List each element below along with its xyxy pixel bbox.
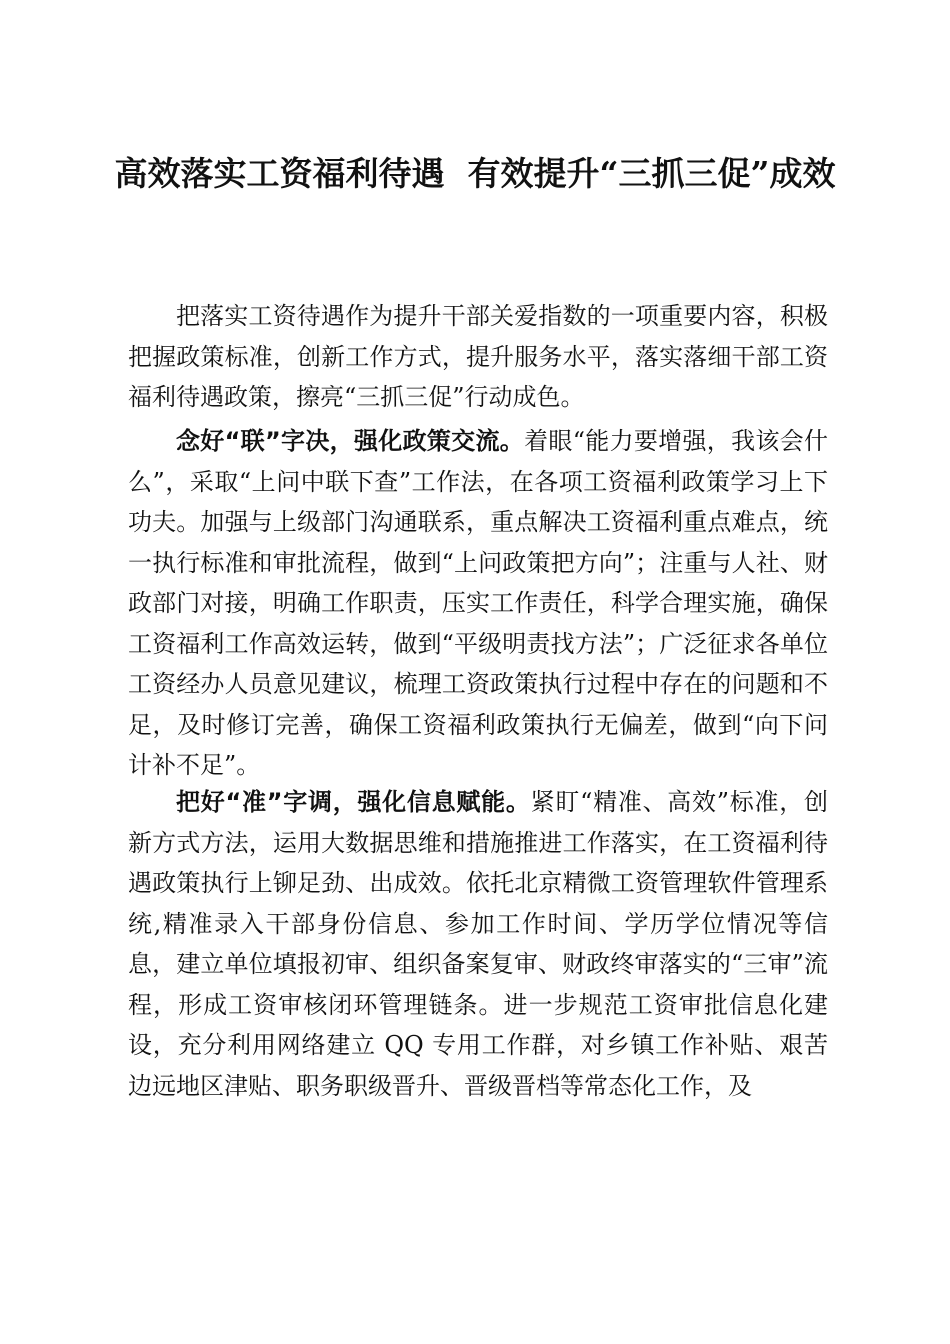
paragraph-zhun-body <box>128 782 828 1106</box>
paragraph-intro-text: 把落实工资待遇作为提升干部关爱指数的一项重要内容，积极把握政策标准，创新工作方式，提升服务水平，落实落细干部工资福利待遇政策，擦亮“三抓三促”行动成色。 <box>128 302 828 411</box>
paragraph-zhun-heading: 把好“准”字调，强化信息赋能。 <box>176 788 531 816</box>
paragraph-zhun-text: 紧盯“精准、高效”标准，创新方式方法，运用大数据思维和措施推进工作落实，在工资福利待遇政策执行上铆足劲、出成效。依托北京精微工资管理软件管理系统,精准录入干部身份信息、参加工作时间、学历学位情况等信息，建立单位填报初审、组织备案复审、财政终审落实的“三审”流程，形成工资审核闭环管理链条。进一步规范工资审批信息化建设，充分利用网络建立 QQ 专用工作群，对乡镇工作补贴、艰苦边远地区津贴、职务职级晋升、晋级晋档等常态化工作，及 <box>128 788 828 1100</box>
paragraph-lian <box>128 421 828 786</box>
paragraph-lian-heading: 念好“联”字决，强化政策交流。 <box>176 427 525 455</box>
paragraph-lian-text: 着眼“能力要增强，我该会什么”，采取“上问中联下查”工作法，在各项工资福利政策学习上下功夫。加强与上级部门沟通联系，重点解决工资福利重点难点，统一执行标准和审批流程，做到“上问政策把方向”；注重与人社、财政部门对接，明确工作职责，压实工作责任，科学合理实施，确保工资福利工作高效运转，做到“平级明责找方法”；广泛征求各单位工资经办人员意见建议，梳理工资政策执行过程中存在的问题和不足，及时修订完善，确保工资福利政策执行无偏差，做到“向下问计补不足”。 <box>128 427 828 779</box>
paragraph-lian-body <box>128 421 828 786</box>
paragraph-zhun <box>128 782 828 1106</box>
document-title: 高效落实工资福利待遇 有效提升“三抓三促”成效 <box>114 154 836 193</box>
paragraph-intro <box>128 296 828 418</box>
